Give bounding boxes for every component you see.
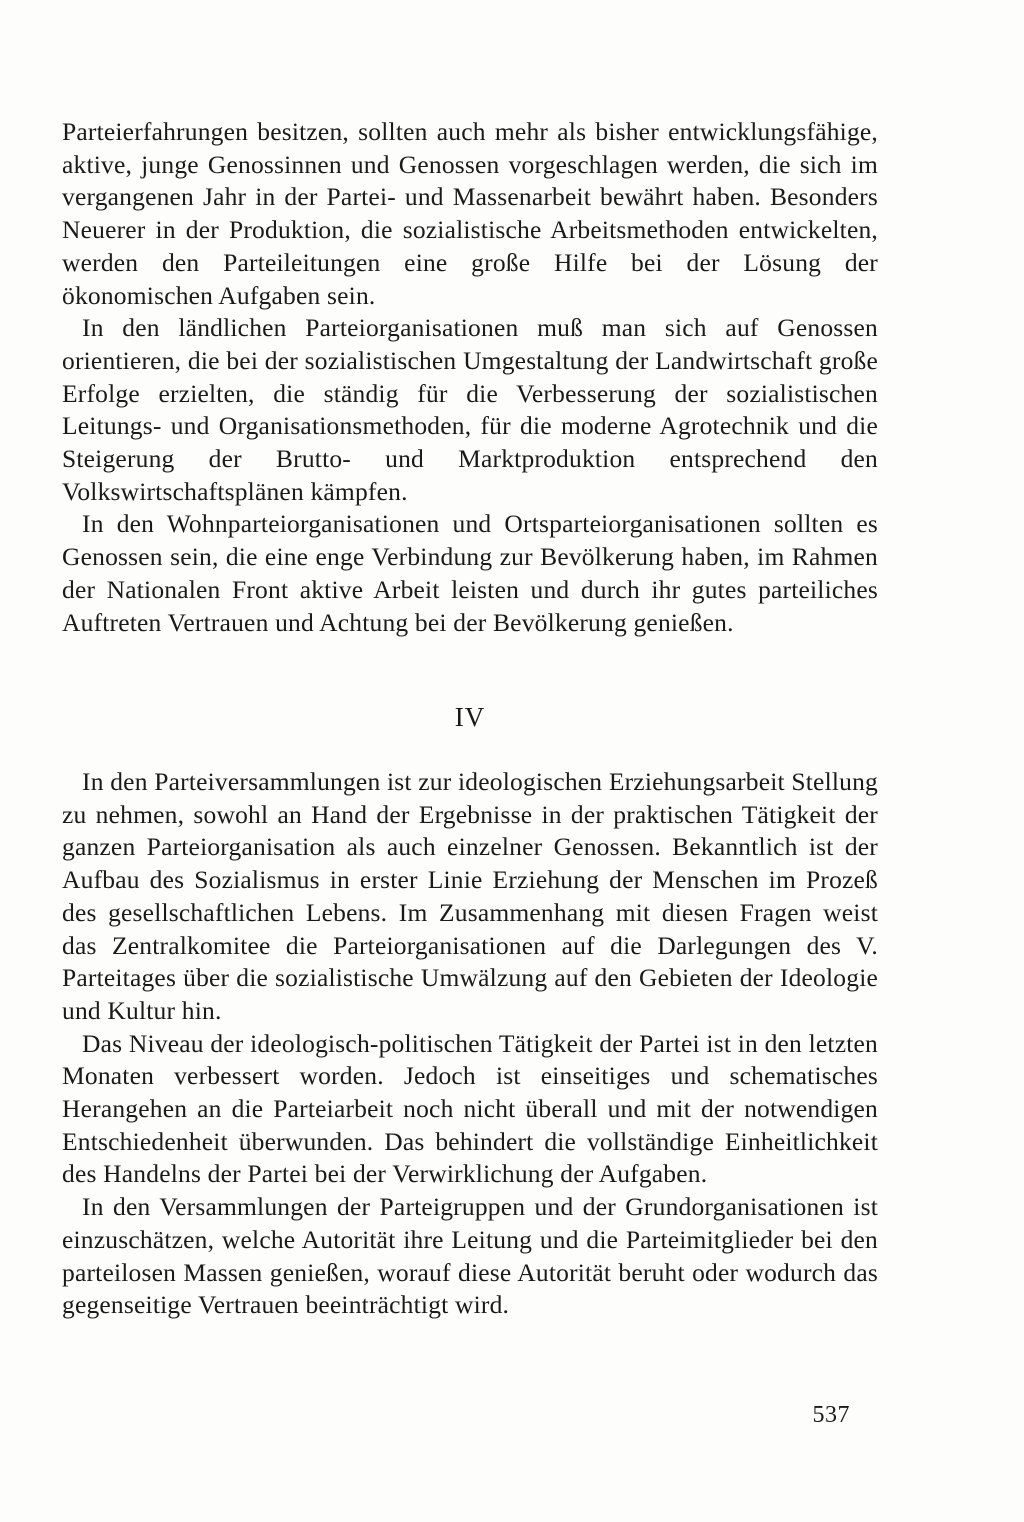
paragraph-ideological-education: In den Parteiversammlungen ist zur ideologischen Erziehungsarbeit Stellung zu nehmen, sowohl an Hand der Ergebnisse in der praktischen Tätigkeit der ganzen Parteiorganisation als auch einzelner Genossen. Bekanntlich ist der Aufbau des Sozialismus in erster Linie Erziehung der Menschen im Prozeß des gesellschaftlichen Lebens. Im Zusammenhang mit diesen Fragen weist das Zentralkomitee die Parteiorganisationen auf die Darlegungen des V. Parteitages über die sozialistische Umwälzung auf den Gebieten der Ideologie und Kultur hin. [62, 767, 878, 1025]
page-number: 537 [812, 1402, 850, 1428]
paragraph-continuation: Parteierfahrungen besitzen, sollten auch mehr als bisher entwicklungsfähige, aktive, junge Genossinnen und Genossen vorgeschlagen werden, die sich im vergangenen Jahr in der Partei- und Massenarbeit bewährt haben. Besonders Neuerer in der Produktion, die sozialistische Arbeitsmethoden entwickelten, werden den Parteileitungen eine große Hilfe bei der Lösung der ökonomischen Aufgaben sein. [62, 117, 878, 310]
section-heading: IV [454, 702, 486, 732]
paragraph-authority-assessment: In den Versammlungen der Parteigruppen und der Grundorganisationen ist einzuschätzen, welche Autorität ihre Leitung und die Parteimitglieder bei den parteilosen Massen genießen, worauf diese Autorität beruht oder wodurch das gegenseitige Vertrauen beeinträchtigt wird. [62, 1192, 878, 1320]
top-text-block [62, 116, 878, 639]
paragraph-residential-organizations: In den Wohnparteiorganisationen und Ortsparteiorganisationen sollten es Genossen sein, die eine enge Verbindung zur Bevölkerung haben, im Rahmen der Nationalen Front aktive Arbeit leisten und durch ihr gutes parteiliches Auftreten Vertrauen und Achtung bei der Bevölkerung genießen. [62, 509, 878, 637]
paragraph-rural-organizations: In den ländlichen Parteiorganisationen muß man sich auf Genossen orientieren, die bei der sozialistischen Umgestaltung der Landwirtschaft große Erfolge erzielten, die ständig für die Verbesserung der sozialistischen Leitungs- und Organisationsmethoden, für die moderne Agrotechnik und die Steigerung der Brutto- und Marktproduktion entsprechend den Volkswirtschaftsplänen kämpfen. [62, 313, 878, 506]
bottom-text-block [62, 766, 878, 1322]
paragraph-ideological-level: Das Niveau der ideologisch-politischen Tätigkeit der Partei ist in den letzten Monaten verbessert worden. Jedoch ist einseitiges und schematisches Herangehen an die Parteiarbeit noch nicht überall und mit der notwendigen Entschiedenheit überwunden. Das behindert die vollständige Einheitlichkeit des Handelns der Partei bei der Verwirklichung der Aufgaben. [62, 1028, 878, 1189]
